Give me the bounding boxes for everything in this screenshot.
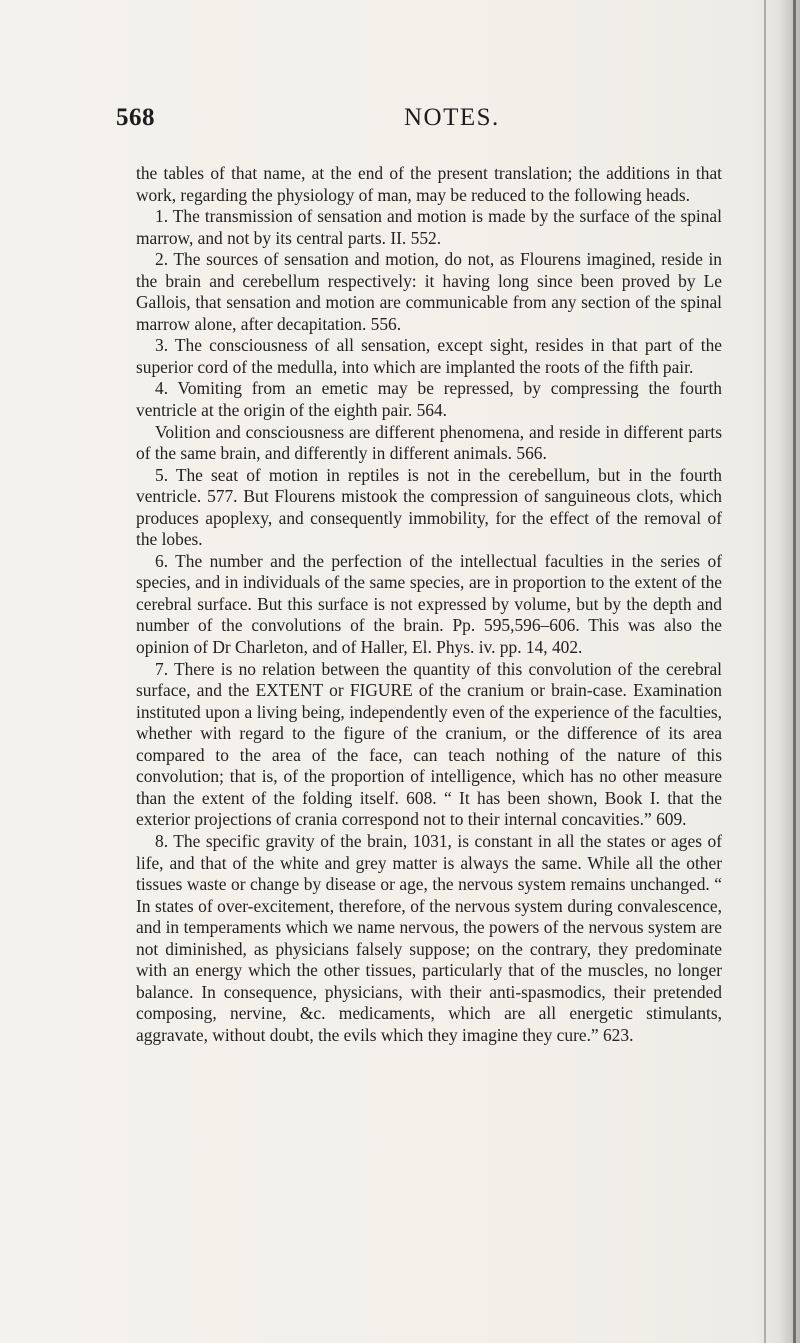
paragraph-3: 3. The consciousness of all sensation, except sight, resides in that part of the superior cord of the medulla, into which are implanted the roots of the fifth pair. [136,335,722,377]
paragraph-4: 4. Vomiting from an emetic may be repressed, by compressing the fourth ventricle at the origin of the eighth pair. 564. [136,378,722,421]
paragraph-2: 2. The sources of sensation and motion, do not, as Flourens imagined, reside in the brain and cerebellum respectively: it having long since been proved by Le Gallois, that sensation and motion are communicable from any section of the spinal marrow alone, after decapitation. 556. [136,249,722,334]
paragraph-8: 8. The specific gravity of the brain, 1031, is constant in all the states or ages of life, and that of the white and grey matter is always the same. While all the other tissues waste or change by disease or age, the nervous system remains unchanged. “ In states of over-excitement, therefore, of the nervous system during convalescence, and in temperaments which we name nervous, the powers of the nervous system are not diminished, as physicians falsely suppose; on the contrary, they predominate with an energy which the other tissues, particularly that of the muscles, no longer balance. In consequence, physicians, with their anti-spasmodics, their pretended composing, nervine, &c. medicaments, which are all energetic stimulants, aggravate, without doubt, the evils which they imagine they cure.” 623. [136,830,722,1045]
paragraph-intro: the tables of that name, at the end of the present translation; the additions in that work, regarding the physiology of man, may be reduced to the following heads. [136,163,722,205]
paragraph-5: 5. The seat of motion in reptiles is not in the cerebellum, but in the fourth ventricle. 577. But Flourens mistook the compression of sanguineous clots, which produces apoplexy, and consequently immobility, for the effect of the removal of the lobes. [136,464,722,550]
body-text [136,163,722,1046]
page-number: 568 [116,104,155,131]
page-edge-border [793,0,796,1343]
paragraph-1: 1. The transmission of sensation and motion is made by the surface of the spinal marrow, and not by its central parts. II. 552. [136,206,722,248]
paragraph-volition: Volition and consciousness are different phenomena, and reside in different parts of the same brain, and differently in different animals. 566. [136,421,722,464]
running-head: NOTES. [404,104,500,131]
page-header [116,104,710,144]
paragraph-7: 7. There is no relation between the quantity of this convolution of the cerebral surface, and the EXTENT or FIGURE of the cranium or brain-case. Examination instituted upon a living being, independently even of the experience of the faculties, whether with regard to the figure of the cranium, or the difference of its area compared to the area of the face, can teach nothing of the nature of this convolution; that is, of the proportion of intelligence, which has no other measure than the extent of the folding itself. 608. “ It has been shown, Book I. that the exterior projections of crania correspond not to their internal concavities.” 609. [136,658,722,830]
paragraph-6: 6. The number and the perfection of the intellectual faculties in the series of species, and in individuals of the same species, are in proportion to the extent of the cerebral surface. But this surface is not expressed by volume, but by the depth and number of the convolutions of the brain. Pp. 595,596–606. This was also the opinion of Dr Charleton, and of Haller, El. Phys. iv. pp. 14, 402. [136,550,722,658]
page-edge-line [764,0,766,1343]
